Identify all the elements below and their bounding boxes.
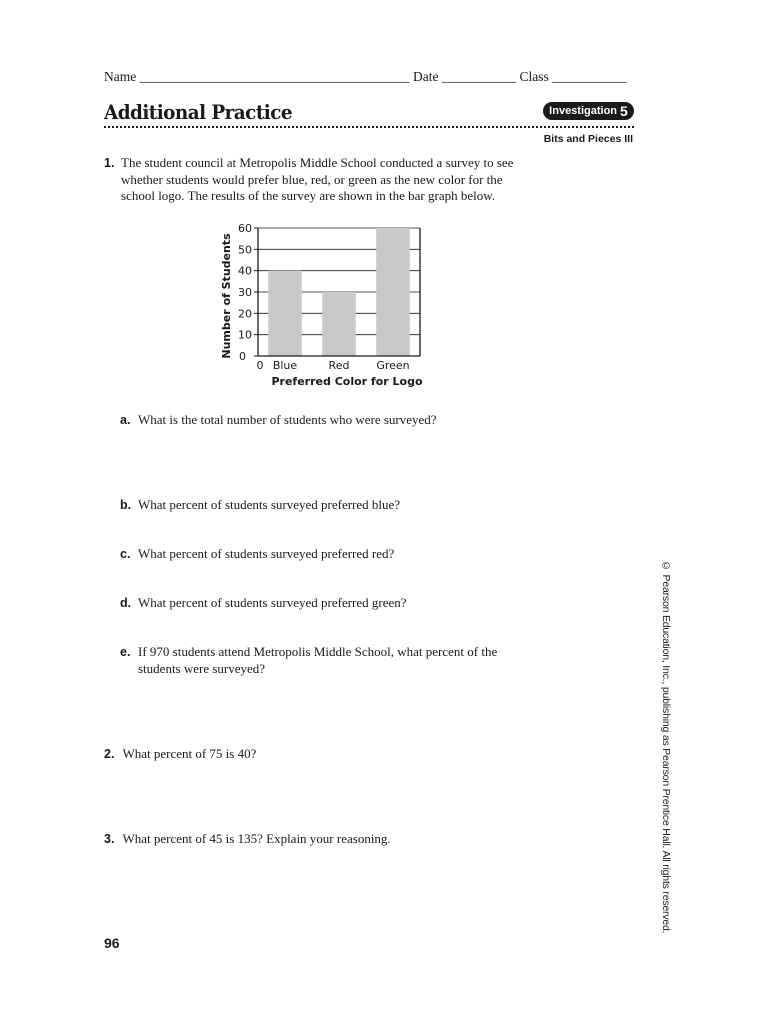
question-1e-letter: e. — [120, 645, 131, 659]
question-1a-letter: a. — [120, 413, 131, 427]
name-label: Name — [104, 69, 137, 84]
class-label: Class — [519, 69, 549, 84]
name-field[interactable]: ________________________________________ — [139, 69, 410, 84]
x-tick-label-blue: Blue — [272, 359, 298, 372]
y-tick-label-0: 0 — [239, 350, 246, 363]
question-1-text: The student council at Metropolis Middle School conducted a survey to see whether students would prefer blue, red, or green as the new color for the school logo. The results of the survey are shown in the bar graph below. — [121, 155, 514, 203]
question-1e — [120, 644, 510, 677]
x-tick-label-green: Green — [376, 359, 410, 372]
question-2 — [104, 746, 256, 763]
question-1b-letter: b. — [120, 498, 132, 512]
question-1b-text: What percent of students surveyed preferred blue? — [138, 497, 401, 512]
question-1a-text: What is the total number of students who were surveyed? — [138, 412, 437, 427]
y-tick-label-30: 30 — [238, 286, 252, 299]
date-field[interactable]: ___________ — [441, 69, 517, 84]
question-1d-letter: d. — [120, 596, 132, 610]
question-1c-text: What percent of students surveyed preferred red? — [138, 546, 395, 561]
question-1c-letter: c. — [120, 547, 131, 561]
question-3-number: 3. — [104, 832, 115, 846]
bar-blue — [268, 271, 301, 356]
investigation-badge — [543, 102, 634, 120]
question-2-text: What percent of 75 is 40? — [122, 746, 257, 761]
question-1c — [120, 546, 540, 563]
badge-label: Investigation — [549, 105, 618, 117]
date-label: Date — [412, 69, 439, 84]
question-1 — [104, 155, 524, 205]
badge-number: 5 — [620, 103, 628, 119]
question-1a — [120, 412, 540, 429]
x-axis-title: Preferred Color for Logo — [271, 375, 423, 388]
question-1d — [120, 595, 540, 612]
bar-chart — [210, 218, 430, 393]
y-tick-label-60: 60 — [238, 222, 252, 235]
y-tick-label-10: 10 — [238, 328, 252, 342]
question-1-number: 1. — [104, 156, 115, 170]
unit-subtitle: Bits and Pieces III — [543, 133, 633, 145]
class-field[interactable]: ___________ — [552, 69, 627, 84]
student-info-line — [104, 69, 634, 85]
page-number: 96 — [104, 935, 120, 951]
x-origin-label: 0 — [256, 359, 264, 372]
y-tick-label-50: 50 — [238, 243, 252, 257]
question-1d-text: What percent of students surveyed preferred green? — [138, 595, 407, 610]
question-1b — [120, 497, 540, 514]
bar-green — [376, 228, 409, 356]
chart-bars — [268, 228, 409, 356]
copyright-notice: © Pearson Education, Inc., publishing as Pearson Prentice Hall. All rights reserved. — [660, 560, 672, 934]
bar-red — [322, 292, 355, 356]
y-axis-title: Number of Students — [220, 233, 233, 359]
y-tick-label-40: 40 — [238, 264, 252, 278]
question-1e-text: If 970 students attend Metropolis Middle School, what percent of the students were surveyed? — [138, 644, 498, 676]
title-divider — [104, 126, 634, 128]
x-tick-label-red: Red — [328, 359, 350, 372]
question-3 — [104, 831, 391, 848]
question-2-number: 2. — [104, 747, 115, 761]
page-title: Additional Practice — [104, 100, 293, 124]
y-tick-label-20: 20 — [238, 307, 252, 321]
question-3-text: What percent of 45 is 135? Explain your reasoning. — [122, 831, 391, 846]
